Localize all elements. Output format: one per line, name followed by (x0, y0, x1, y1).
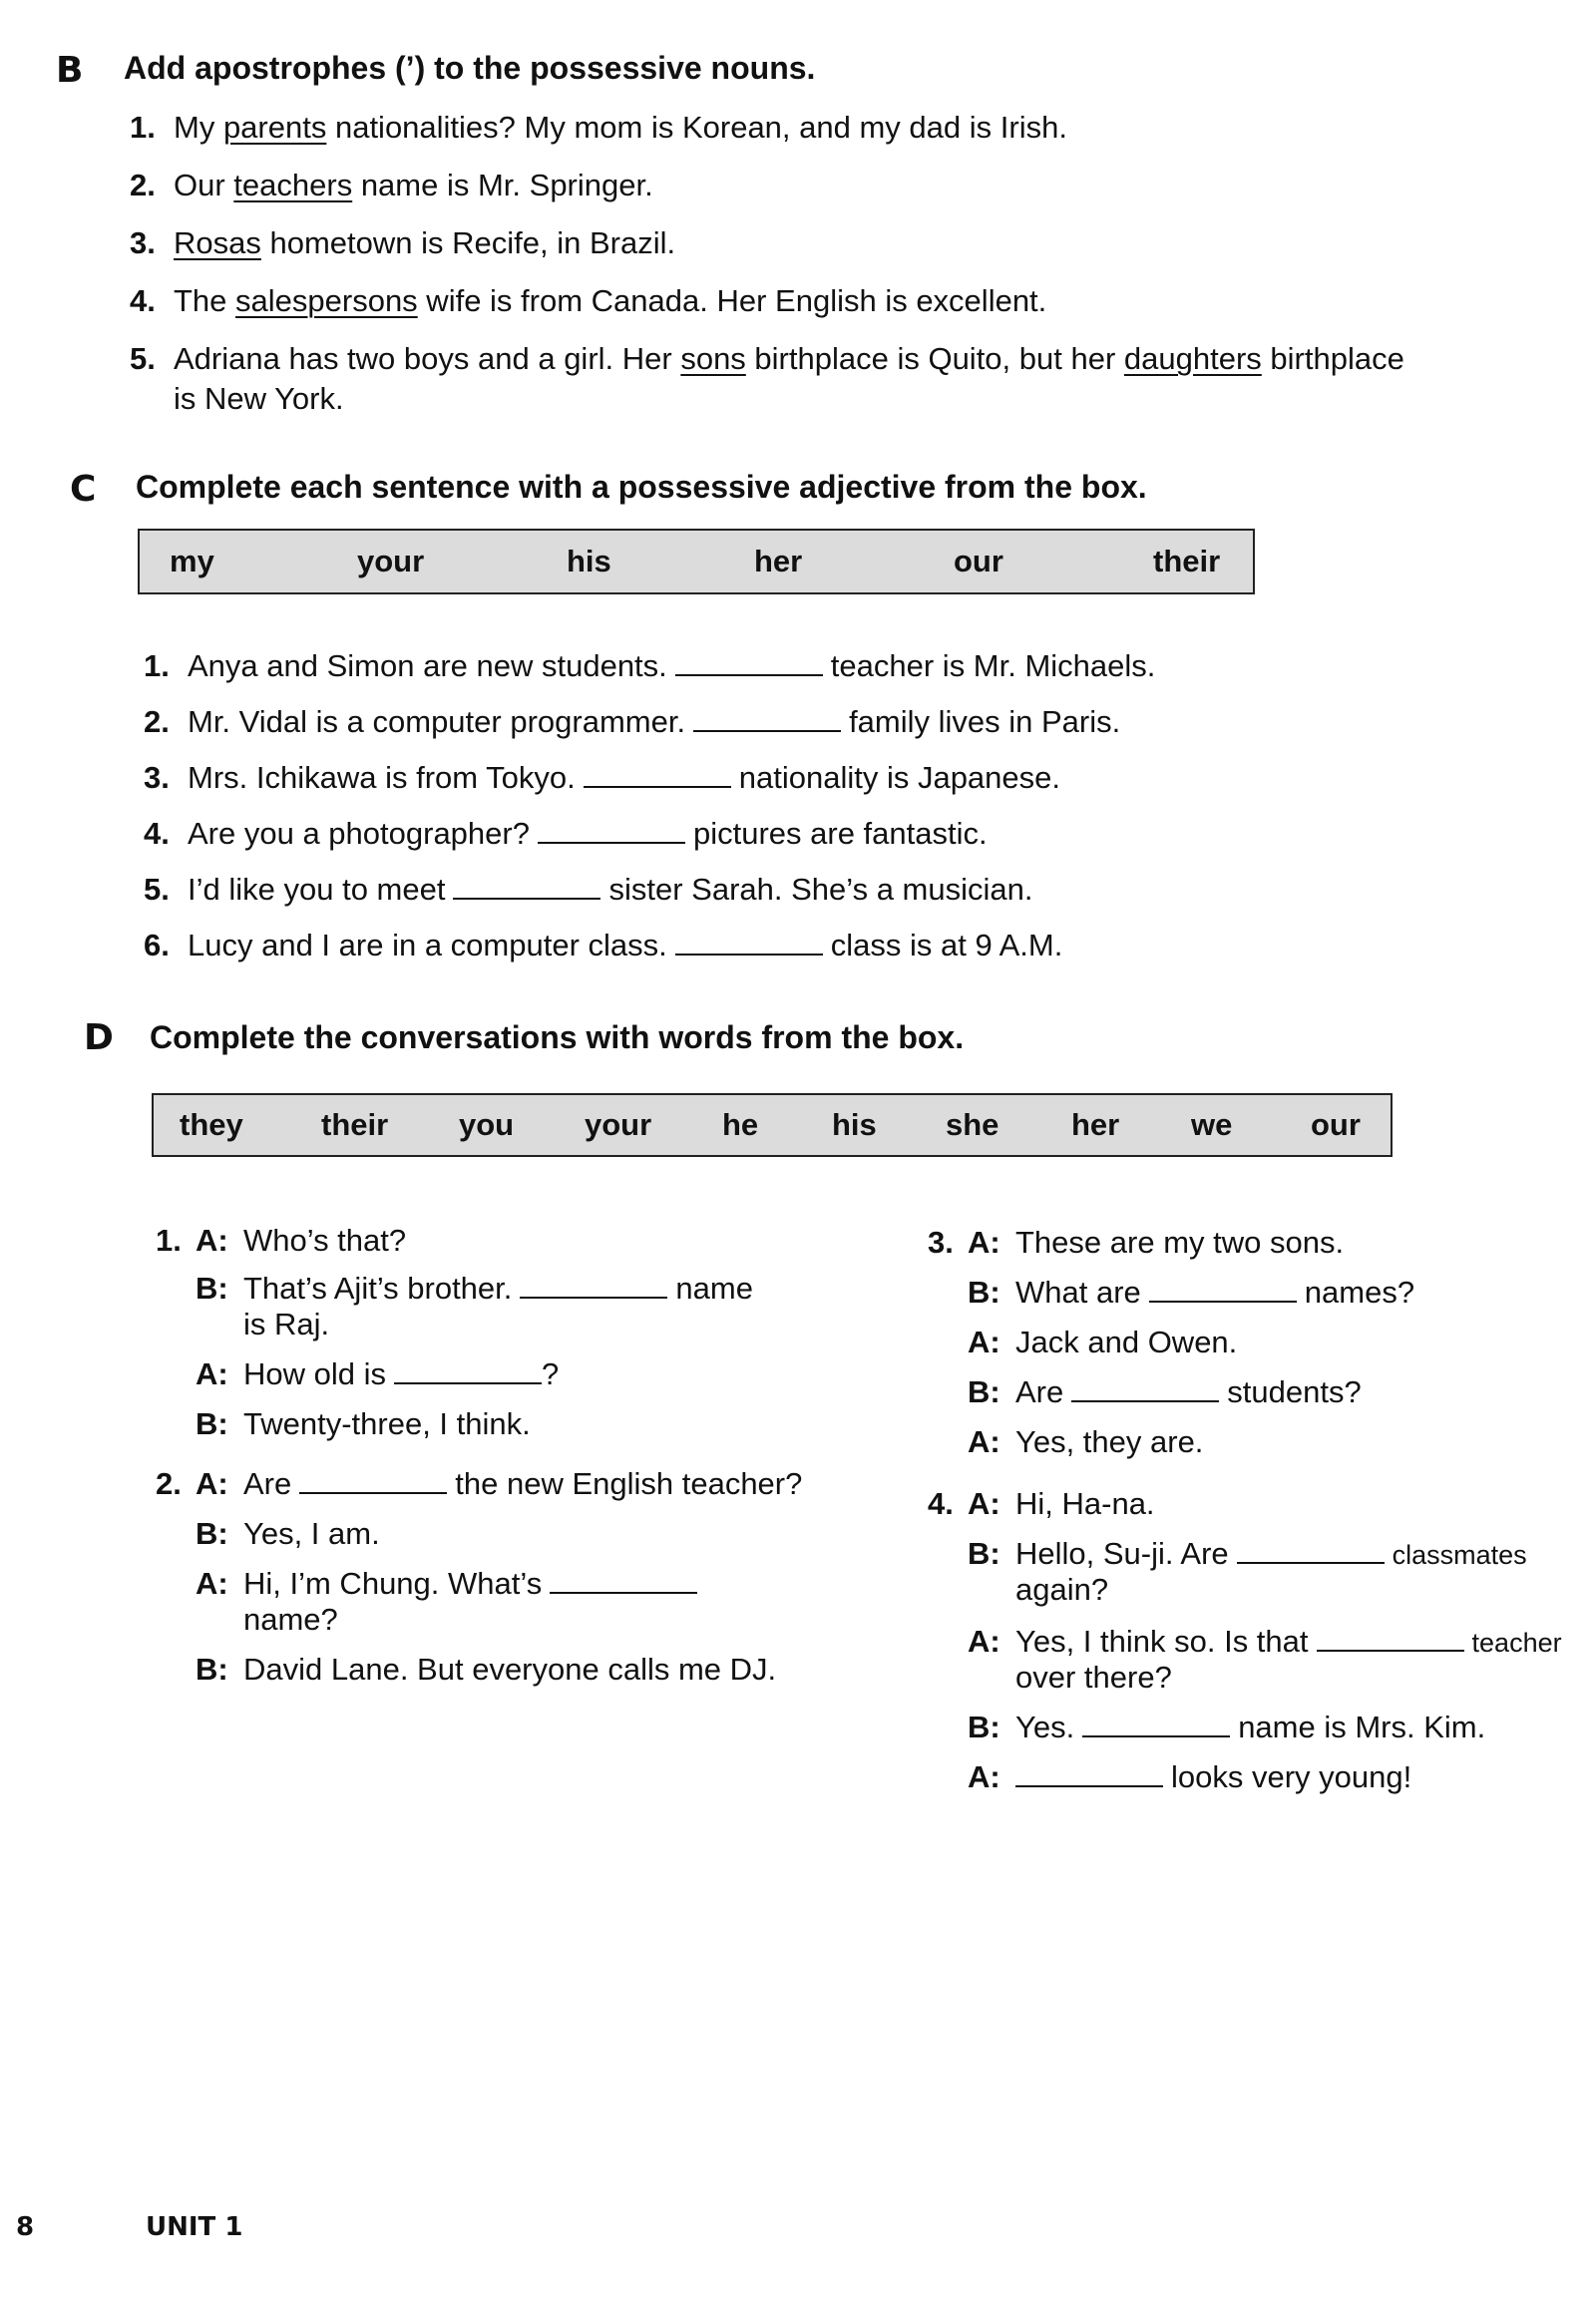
d-conv2-line1: 2. A: Are the new English teacher? (156, 1466, 803, 1501)
box-word: he (722, 1107, 759, 1142)
answer-blank[interactable] (1317, 1649, 1464, 1652)
answer-blank[interactable] (394, 1381, 542, 1384)
d-conv4-line3-cont: over there? (1015, 1660, 1172, 1695)
box-word: my (170, 544, 214, 578)
d-conv3-line2: B: What are names? (968, 1275, 1415, 1310)
section-b-letter: B (56, 50, 84, 91)
b-item-3: 3. Rosas hometown is Recife, in Brazil. (130, 225, 676, 260)
box-word: they (180, 1107, 243, 1142)
answer-blank[interactable] (453, 897, 600, 900)
box-word: her (1071, 1107, 1120, 1142)
section-b-instruction: Add apostrophes (’) to the possessive nouns. (124, 50, 816, 86)
b-item-4: 4. The salespersons wife is from Canada. Her English is excellent. (130, 283, 1047, 318)
b-item-4-noun: salespersons (235, 283, 418, 318)
answer-blank[interactable] (538, 841, 685, 844)
c-item-4: 4. Are you a photographer? pictures are fantastic. (144, 816, 988, 851)
answer-blank[interactable] (1149, 1300, 1297, 1303)
d-conv2-line2: B: Yes, I am. (196, 1516, 380, 1551)
answer-blank[interactable] (1082, 1734, 1230, 1737)
b-item-1: 1. My parents nationalities? My mom is Korean, and my dad is Irish. (130, 110, 1067, 145)
section-d-letter: D (84, 1017, 114, 1058)
d-conv3-line4: B: Are students? (968, 1374, 1362, 1409)
b-item-2: 2. Our teachers name is Mr. Springer. (130, 168, 653, 202)
b-item-1-noun: parents (222, 110, 327, 145)
d-conv1-line4: B: Twenty-three, I think. (196, 1406, 531, 1441)
d-conv1-line2: B: That’s Ajit’s brother. name (196, 1271, 753, 1306)
box-word: their (1153, 544, 1221, 578)
d-conv4-line4: B: Yes. name is Mrs. Kim. (968, 1710, 1486, 1744)
section-c-instruction: Complete each sentence with a possessive adjective from the box. (136, 469, 1147, 505)
d-conv3-line3: A: Jack and Owen. (968, 1325, 1238, 1359)
answer-blank[interactable] (1015, 1784, 1163, 1787)
d-conv1-line2-cont: is Raj. (243, 1307, 330, 1341)
d-conv4-line1: 4. A: Hi, Ha-na. (928, 1486, 1155, 1521)
d-conv4-line5: A: looks very young! (968, 1759, 1412, 1794)
answer-blank[interactable] (299, 1491, 447, 1494)
b-item-3-noun: Rosas (174, 225, 261, 260)
box-word: our (1311, 1107, 1361, 1142)
d-conv2-line3: A: Hi, I’m Chung. What’s (196, 1566, 705, 1602)
box-word: his (832, 1107, 877, 1142)
box-word: you (459, 1107, 515, 1142)
d-conv4-line2: B: Hello, Su-ji. Are classmates (968, 1536, 1527, 1571)
c-item-5: 5. I’d like you to meet sister Sarah. She’s a musician. (144, 872, 1033, 907)
answer-blank[interactable] (1071, 1399, 1219, 1402)
b-item-2-noun: teachers (233, 168, 353, 202)
d-conv2-line3-cont: name? (243, 1602, 338, 1637)
answer-blank[interactable] (550, 1591, 697, 1594)
box-word: her (754, 544, 803, 578)
answer-blank[interactable] (693, 729, 841, 732)
possessive-adjective-box (138, 529, 1255, 594)
box-word: we (1191, 1107, 1233, 1142)
unit-label: UNIT 1 (146, 2212, 243, 2242)
b-item-5: 5. Adriana has two boys and a girl. Her sons birthplace is Quito, but her daughters birthplace (130, 341, 1404, 376)
answer-blank[interactable] (675, 673, 823, 676)
section-c-letter: C (70, 469, 97, 510)
d-conv4-line3: A: Yes, I think so. Is that teacher (968, 1624, 1562, 1659)
b-item-5-noun-1: sons (680, 341, 746, 376)
answer-blank[interactable] (520, 1296, 667, 1299)
d-conv1-line1: 1. A: Who’s that? (156, 1223, 407, 1258)
box-word: our (954, 544, 1003, 578)
d-conv3-line1: 3. A: These are my two sons. (928, 1225, 1345, 1260)
d-conv3-line5: A: Yes, they are. (968, 1424, 1204, 1459)
pronoun-word-box (152, 1093, 1393, 1157)
answer-blank[interactable] (675, 953, 823, 956)
c-item-3: 3. Mrs. Ichikawa is from Tokyo. nationality is Japanese. (144, 760, 1061, 795)
answer-blank[interactable] (1237, 1561, 1385, 1564)
box-word: their (321, 1107, 389, 1142)
box-word: your (585, 1107, 652, 1142)
b-item-5-continued: is New York. (174, 381, 344, 416)
c-item-1: 1. Anya and Simon are new students. teacher is Mr. Michaels. (144, 648, 1156, 683)
box-word: your (357, 544, 425, 578)
d-conv1-line3: A: How old is ? (196, 1356, 560, 1391)
section-d-instruction: Complete the conversations with words from the box. (150, 1019, 965, 1055)
b-item-5-noun-2: daughters (1123, 341, 1262, 376)
page-number: 8 (16, 2212, 35, 2242)
c-item-6: 6. Lucy and I are in a computer class. class is at 9 A.M. (144, 928, 1063, 962)
answer-blank[interactable] (584, 785, 731, 788)
c-item-2: 2. Mr. Vidal is a computer programmer. family lives in Paris. (144, 704, 1121, 739)
box-word: she (946, 1107, 999, 1142)
box-word: his (567, 544, 611, 578)
d-conv2-line4: B: David Lane. But everyone calls me DJ. (196, 1652, 777, 1687)
d-conv4-line2-cont: again? (1015, 1572, 1109, 1607)
